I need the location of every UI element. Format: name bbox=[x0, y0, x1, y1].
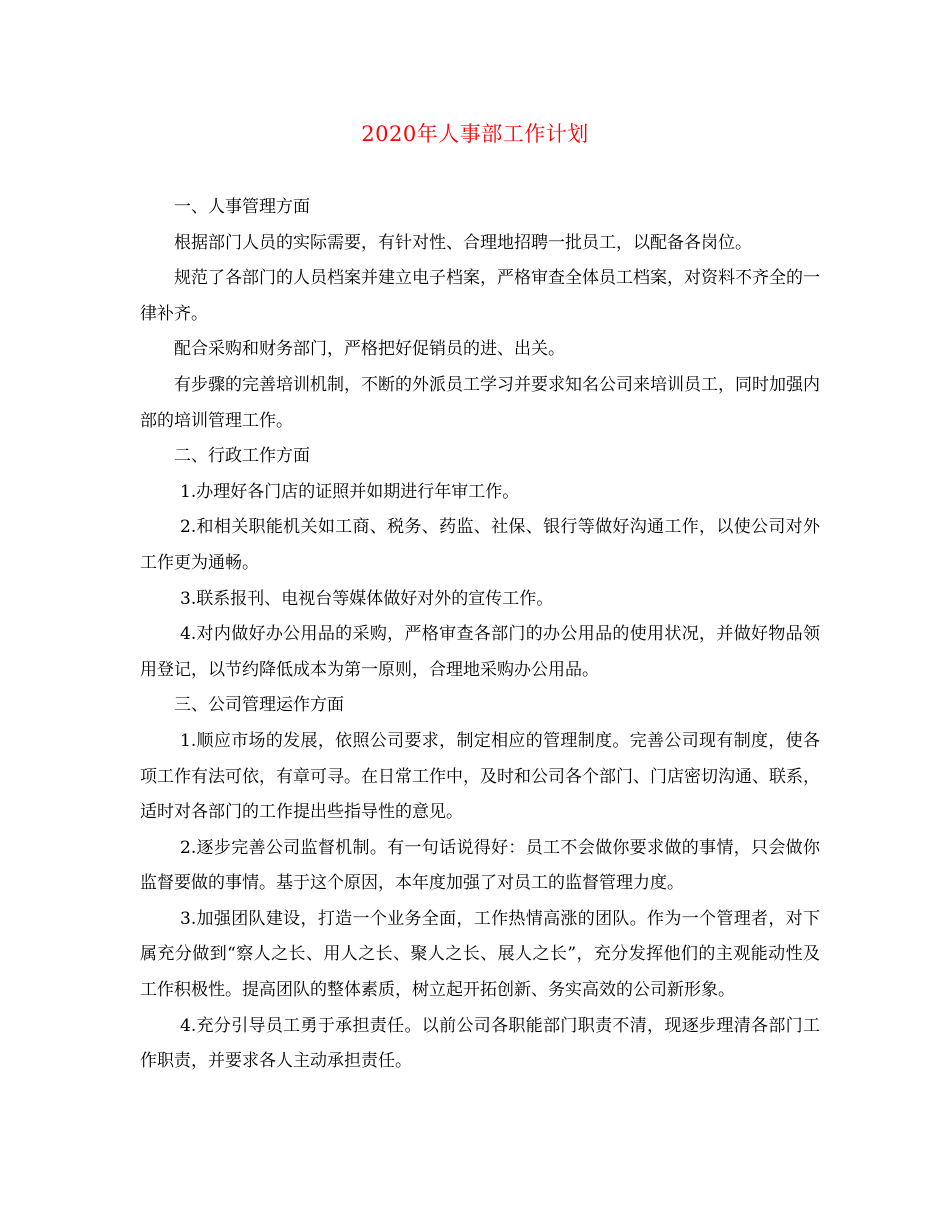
list-item: 4.对内做好办公用品的采购，严格审查各部门的办公用品的使用状况，并做好物品领用登记，以节约降低成本为第一原则，合理地采购办公用品。 bbox=[140, 624, 820, 680]
section-heading-personnel: 一、人事管理方面 bbox=[174, 197, 310, 217]
list-item: 2.和相关职能机关如工商、税务、药监、社保、银行等做好沟通工作，以使公司对外工作更为通畅。 bbox=[140, 517, 820, 573]
document-body bbox=[140, 190, 820, 1080]
list-item: 4.充分引导员工勇于承担责任。以前公司各职能部门职责不清，现逐步理清各部门工作职责，并要求各人主动承担责任。 bbox=[140, 1015, 820, 1072]
section-heading-management: 三、公司管理运作方面 bbox=[174, 695, 344, 716]
document-title: 2020年人事部工作计划 bbox=[361, 122, 589, 146]
list-item: 1.顺应市场的发展，依照公司要求，制定相应的管理制度。完善公司现有制度，使各项工作有法可依，有章可寻。在日常工作中，及时和公司各个部门、门店密切沟通、联系，适时对各部门的工作提出些指导性的意见。 bbox=[140, 730, 820, 823]
section-heading-administration: 二、行政工作方面 bbox=[174, 446, 310, 467]
list-item: 3.联系报刊、电视台等媒体做好对外的宣传工作。 bbox=[180, 588, 554, 609]
paragraph: 配合采购和财务部门，严格把好促销员的进、出关。 bbox=[174, 339, 565, 360]
list-item: 1.办理好各门店的证照并如期进行年审工作。 bbox=[180, 481, 520, 502]
paragraph: 规范了各部门的人员档案并建立电子档案，严格审查全体员工档案，对资料不齐全的一律补齐。 bbox=[140, 268, 820, 324]
paragraph: 根据部门人员的实际需要，有针对性、合理地招聘一批员工，以配备各岗位。 bbox=[174, 232, 752, 253]
list-item: 3.加强团队建设，打造一个业务全面，工作热情高涨的团队。作为一个管理者，对下属充分做到“察人之长、用人之长、聚人之长、展人之长”，充分发挥他们的主观能动性及工作积极性。提高团队的整体素质，树立起开拓创新、务实高效的公司新形象。 bbox=[140, 908, 820, 1001]
list-item: 2.逐步完善公司监督机制。有一句话说得好：员工不会做你要求做的事情，只会做你监督要做的事情。基于这个原因，本年度加强了对员工的监督管理力度。 bbox=[140, 837, 820, 894]
paragraph: 有步骤的完善培训机制，不断的外派员工学习并要求知名公司来培训员工，同时加强内部的培训管理工作。 bbox=[140, 374, 820, 431]
